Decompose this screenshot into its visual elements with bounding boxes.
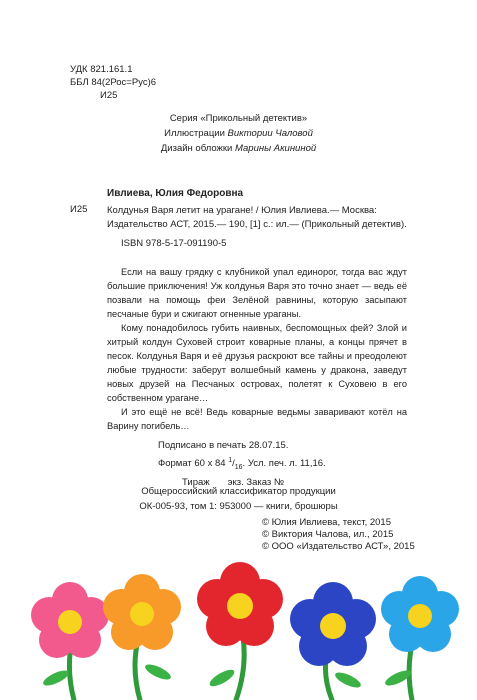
order-label: экз. Заказ № [227,477,285,489]
copyright-line: © Виктория Чалова, ил., 2015 [262,529,394,540]
isbn: ISBN 978-5-17-091190-5 [121,238,227,249]
illustrator-label: Иллюстрации [164,128,225,139]
udk-code: УДК 821.161.1 [70,64,133,75]
author-sign: И25 [100,90,118,101]
flower-red [197,562,283,646]
bibliographic-description: Колдунья Варя летит на урагане! / Юлия Ивлиева.— Москва: Издательство АСТ, 2015.— 190, [1] с.: ил.— (Прикольный детектив). [107,205,407,230]
record-code: И25 [70,204,88,215]
credits-block [0,111,477,156]
author-heading: Ивлиева, Юлия Федоровна [107,188,244,199]
format-denominator: 16 [234,464,243,472]
annotation-paragraph: Если на вашу грядку с клубникой упал единорог, тогда вас ждут большие приключения! Уж колдунья Варя это точно знает — ведь её позвали на помощь феи Зелёной равнины, которую засыпают песчаные бури и сжигают огненные ураганы. [107,267,407,319]
flower-cyan [381,576,459,652]
format-suffix: . Усл. печ. л. 11,16. [242,458,326,470]
flower-blue [290,582,376,666]
copyright-block [262,517,415,553]
cover-designer-line [0,141,477,156]
signed-to-print: Подписано в печать 28.07.15. [158,440,289,451]
annotation-paragraph: Кому понадобилось губить наивных, беспомощных фей? Злой и хитрый колдун Суховей строит коварные планы, а концы прячет в песок. Колдунья Варя и её друзья раскроют все тайны и преодолеют любые трудности: заберут волшебный камень у дракона, заведут новых друзей на Песчаных островах, полетят к Суховею в его собственном урагане… [107,323,407,403]
print-run-label: Тираж [182,477,210,489]
format-line: Формат 60 х 84 $^1/_{16}$. Усл. печ. л. 11,16. [158,457,326,472]
format-numerator: 1 [228,457,233,464]
leaves [41,662,413,691]
format-prefix: Формат 60 х 84 [158,458,229,470]
copyright-line: © Юлия Ивлиева, текст, 2015 [262,517,391,528]
classifier-line-2: ОК-005-93, том 1: 953000 — книги, брошюры [139,501,338,512]
series-line: Серия «Прикольный детектив» [169,113,308,124]
flower-orange [103,574,181,650]
copyright-line: © ООО «Издательство АСТ», 2015 [262,541,415,552]
catalog-codes [70,63,156,102]
illustrator-line [0,126,477,141]
flowers-illustration [0,560,477,700]
bbk-code: ББЛ 84(2Рос=Рус)6 [70,77,157,88]
cover-designer-label: Дизайн обложки [160,143,233,154]
illustrator-name: Виктории Чаловой [227,128,313,139]
classifier-line-1: Общероссийский классификатор продукции [141,486,336,497]
print-info [158,438,326,490]
product-classifier [0,484,477,514]
cover-designer-name: Марины Акининой [235,143,317,154]
flower-pink [31,582,109,658]
annotation [107,265,407,433]
annotation-paragraph: И это ещё не всё! Ведь коварные ведьмы заваривают котёл на Варину погибель… [107,407,407,431]
